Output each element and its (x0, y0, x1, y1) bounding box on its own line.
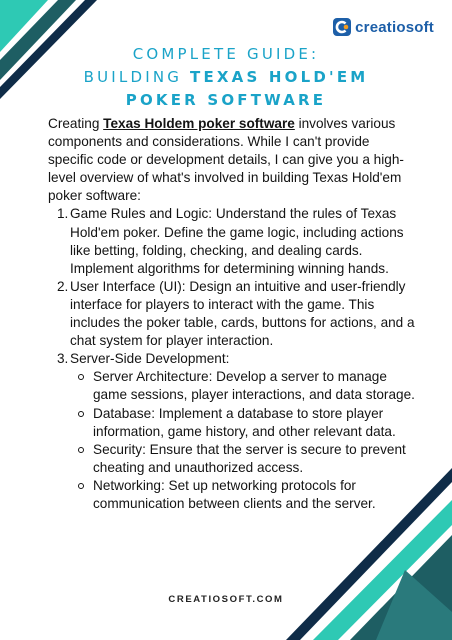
sublist-item (70, 477, 418, 513)
list-item (48, 350, 418, 513)
bullet-circle-icon (78, 483, 84, 489)
sublist-item (70, 405, 418, 441)
footer-website: CREATIOSOFT.COM (168, 594, 284, 605)
list-item-text: Server-Side Development: (70, 351, 230, 367)
creatiosoft-logo-icon (333, 18, 351, 36)
list-item-number: 2. (57, 278, 69, 294)
intro-paragraph (48, 115, 418, 205)
bullet-circle-icon (78, 411, 84, 417)
page-title (0, 43, 452, 112)
brand-logo (333, 18, 434, 36)
sublist-item (70, 368, 418, 404)
intro-suffix: involves various components and considerations. While I can't provide specific code or development details, I can give you a high-level overview of what's involved in building Texas Hold'em poker software: (48, 116, 404, 204)
title-line-2-regular: BUILDING (83, 68, 191, 86)
article-body (48, 115, 418, 513)
sublist-item-text: Security: Ensure that the server is secure to prevent cheating and unauthorized access. (93, 441, 406, 475)
server-side-sublist (70, 368, 418, 513)
brand-name: creatiosoft (355, 18, 434, 36)
list-item (48, 278, 418, 350)
title-line-1: COMPLETE GUIDE: (132, 45, 320, 63)
list-item-text: Game Rules and Logic: Understand the rules of Texas Hold'em poker. Define the game logic, including actions like betting, folding, checking, and dealing cards. Implement algorithms for determining winning hands. (70, 206, 404, 276)
sublist-item (70, 441, 418, 477)
list-item (48, 205, 418, 277)
title-line-2 (0, 66, 452, 89)
list-item-text: User Interface (UI): Design an intuitive and user-friendly interface for players to interact with the game. This includes the poker table, cards, buttons for actions, and a chat system for player interaction. (70, 278, 415, 349)
sublist-item-text: Database: Implement a database to store player information, game history, and other relevant data. (93, 405, 396, 439)
list-item-number: 1. (57, 206, 69, 222)
texas-holdem-link[interactable]: Texas Holdem poker software (103, 116, 295, 131)
steps-list (48, 205, 418, 513)
sublist-item-text: Networking: Set up networking protocols for communication between clients and the server. (93, 477, 376, 511)
title-line-2-bold: TEXAS HOLD'EM (190, 68, 369, 86)
bullet-circle-icon (78, 374, 84, 380)
bullet-circle-icon (78, 447, 84, 453)
intro-prefix: Creating (48, 116, 104, 131)
title-line-3: POKER SOFTWARE (125, 91, 327, 109)
sublist-item-text: Server Architecture: Develop a server to manage game sessions, player interactions, and data storage. (93, 369, 415, 403)
list-item-number: 3. (57, 351, 69, 367)
